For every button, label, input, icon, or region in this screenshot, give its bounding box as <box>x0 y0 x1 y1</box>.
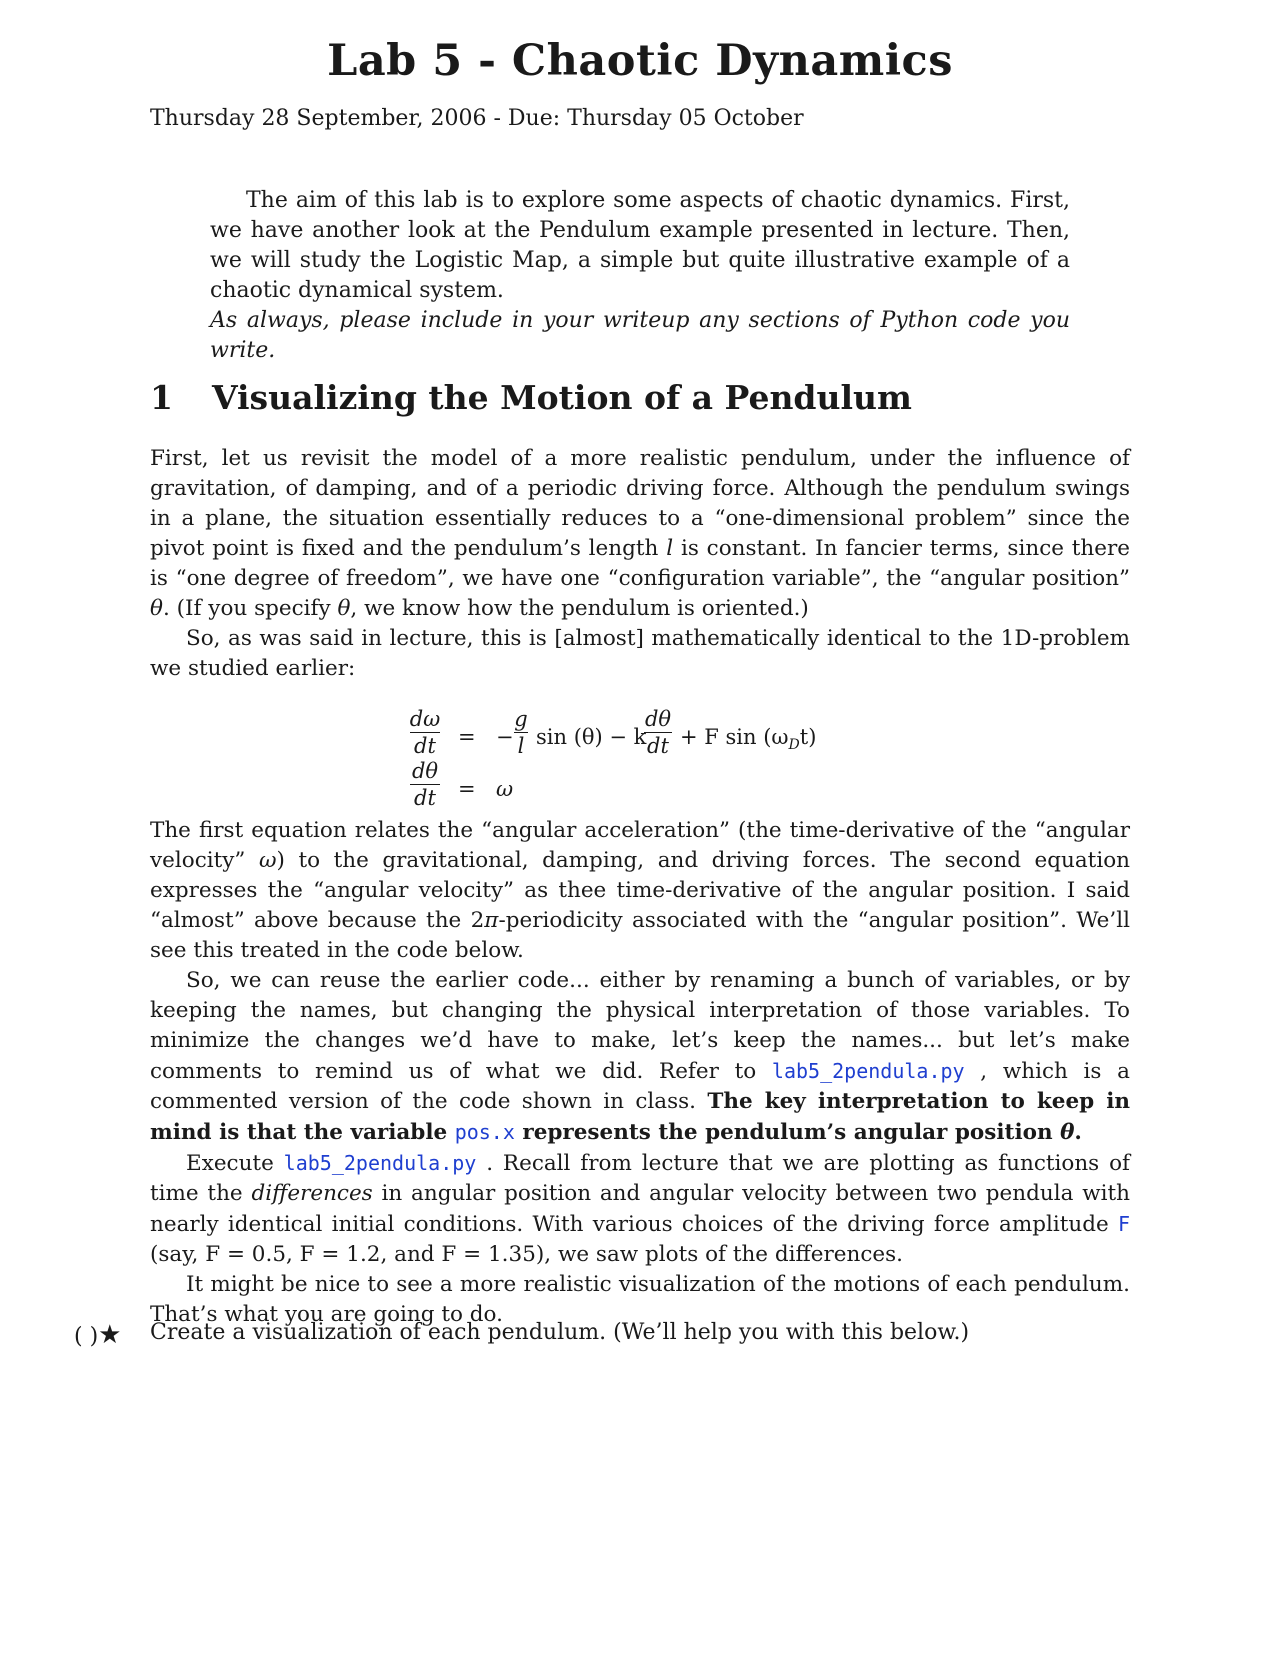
p1-math-theta-2: θ <box>337 596 351 621</box>
eq1-minus: − <box>496 725 514 749</box>
eq2-rhs: ω <box>496 777 514 801</box>
section-heading <box>150 378 912 417</box>
eq1-dtheta: dθ <box>644 707 672 731</box>
section-title: Visualizing the Motion of a Pendulum <box>212 378 912 417</box>
eq1-lhs-numerator: dω <box>409 707 441 731</box>
abstract-note: As always, please include in your writeup any sections of Python code you write. <box>210 308 1070 363</box>
eq1-lhs-denominator: dt <box>414 734 436 758</box>
eq1-driving-text: + F sin (ω <box>680 725 789 749</box>
p1-math-theta: θ <box>150 596 163 621</box>
eq1-subscript: D <box>788 737 800 754</box>
eq1-equals: = <box>458 725 476 749</box>
p5-emphasis: differences <box>251 1181 373 1206</box>
p1-text-a: First, let us revisit the model of a more realistic pendulum, under the influence of gravitation, of damping, and of a periodic driving force. Although the pendulum swings in a plane, the situation essentially reduces to a “one-dimensional problem” since the pivot point is fixed and the pendulum’s length <box>150 446 1130 561</box>
p5-text-d: (say, <box>150 1242 206 1267</box>
task-marker <box>74 1320 121 1350</box>
p1-text-c: . (If you specify <box>162 596 338 621</box>
p3-text-a: The first equation relates the “angular acceleration” (the time-derivative of the “angular velocity” <box>150 818 1130 873</box>
eq1-end: t) <box>799 725 817 749</box>
paragraph-2: So, as was said in lecture, this is [almost] mathematically identical to the 1D-problem we studied earlier: <box>150 626 1130 681</box>
eq2-lhs-denominator: dt <box>414 786 436 810</box>
p5-text-c: in angular position and angular velocity between two pendula with nearly identical initial conditions. With various choices of the driving force amplitude <box>150 1181 1130 1237</box>
p5-values-2: F = 1.35 <box>441 1242 536 1267</box>
p3-math-pi: π <box>484 908 499 933</box>
p4-math-theta: θ <box>1060 1120 1075 1145</box>
p4-file-link[interactable]: lab5_2pendula.py <box>771 1059 965 1083</box>
eq2-lhs-numerator: dθ <box>411 759 439 783</box>
p5-text-b: . Recall from lecture that we are plotting as functions of time the <box>150 1151 1130 1206</box>
eq1-g: g <box>514 707 528 731</box>
star-icon: ★ <box>98 1320 122 1350</box>
p4-bold-a: The key interpretation to keep in mind is that the variable <box>150 1089 1131 1145</box>
p4-text-b: , which is a commented version of the code shown in class. <box>150 1059 1130 1114</box>
p5-text-a: Execute <box>186 1151 284 1176</box>
eq2-lhs-fraction <box>408 758 442 811</box>
eq1-sin-term: sin (θ) − k <box>536 725 647 749</box>
abstract-text: The aim of this lab is to explore some aspects of chaotic dynamics. First, we have another look at the Pendulum example presented in lecture. Then, we will study the Logistic Map, a simple but quite illustrative example of a chaotic dynamical system. <box>210 188 1070 303</box>
equation-block <box>150 692 1130 810</box>
eq2-equals: = <box>458 777 476 801</box>
eq1-dt: dt <box>647 734 669 758</box>
p4-variable: pos.x <box>454 1120 515 1144</box>
paragraph-5 <box>150 1148 1130 1270</box>
p3-text-b: ) to the gravitational, damping, and driving forces. The second equation expresses the “angular velocity” as thee time-derivative of the angular position. I said “almost” above because the 2 <box>150 848 1130 933</box>
p5-file-link[interactable]: lab5_2pendula.py <box>283 1151 477 1175</box>
paragraph-6: It might be nice to see a more realistic visualization of the motions of each pendulum. That’s what you are going to do. <box>150 1272 1130 1327</box>
p1-text-d: , we know how the pendulum is oriented.) <box>350 596 809 621</box>
p1-math-l: l <box>666 536 674 561</box>
eq1-driving-term <box>680 722 816 760</box>
paragraph-3 <box>150 816 1130 966</box>
p4-text-a: So, we can reuse the earlier code... either by renaming a bunch of variables, or by keeping the names, but changing the physical interpretation of those variables. To minimize the changes we’d have to make, let’s keep the names... but let’s make comments to remind us of what we did. Refer to <box>150 968 1130 1084</box>
p4-bold-b: represents the pendulum’s angular position <box>514 1120 1061 1145</box>
eq1-l: l <box>517 734 525 758</box>
task-item <box>74 1320 970 1350</box>
p5-text-e: and <box>387 1242 442 1267</box>
p5-variable: F <box>1117 1212 1130 1236</box>
task-text: Create a visualization of each pendulum. (We’ll help you with this below.) <box>150 1320 970 1345</box>
dateline: Thursday 28 September, 2006 - Due: Thursday 05 October <box>150 106 804 131</box>
p3-math-omega: ω <box>258 848 277 873</box>
eq1-lhs-fraction <box>408 706 442 759</box>
eq1-g-over-l <box>512 706 530 759</box>
paragraph-1 <box>150 444 1130 624</box>
abstract <box>210 186 1070 366</box>
p1-text-b: is constant. In fancier terms, since there is “one degree of freedom”, we have one “configuration variable”, the “angular position” <box>150 536 1130 591</box>
paragraph-4 <box>150 966 1130 1148</box>
p5-text-f: ), we saw plots of the differences. <box>535 1242 903 1267</box>
section-body <box>150 444 1130 1330</box>
p3-text-c: -periodicity associated with the “angular position”. We’ll see this treated in the code below. <box>150 908 1130 963</box>
p5-values-1: F = 0.5, F = 1.2, <box>205 1242 388 1267</box>
section-number: 1 <box>150 378 173 417</box>
p4-bold-end: . <box>1074 1120 1082 1145</box>
eq1-dtheta-dt <box>642 706 674 759</box>
task-checkbox[interactable]: ( ) <box>74 1324 99 1349</box>
page-title: Lab 5 - Chaotic Dynamics <box>327 36 953 86</box>
